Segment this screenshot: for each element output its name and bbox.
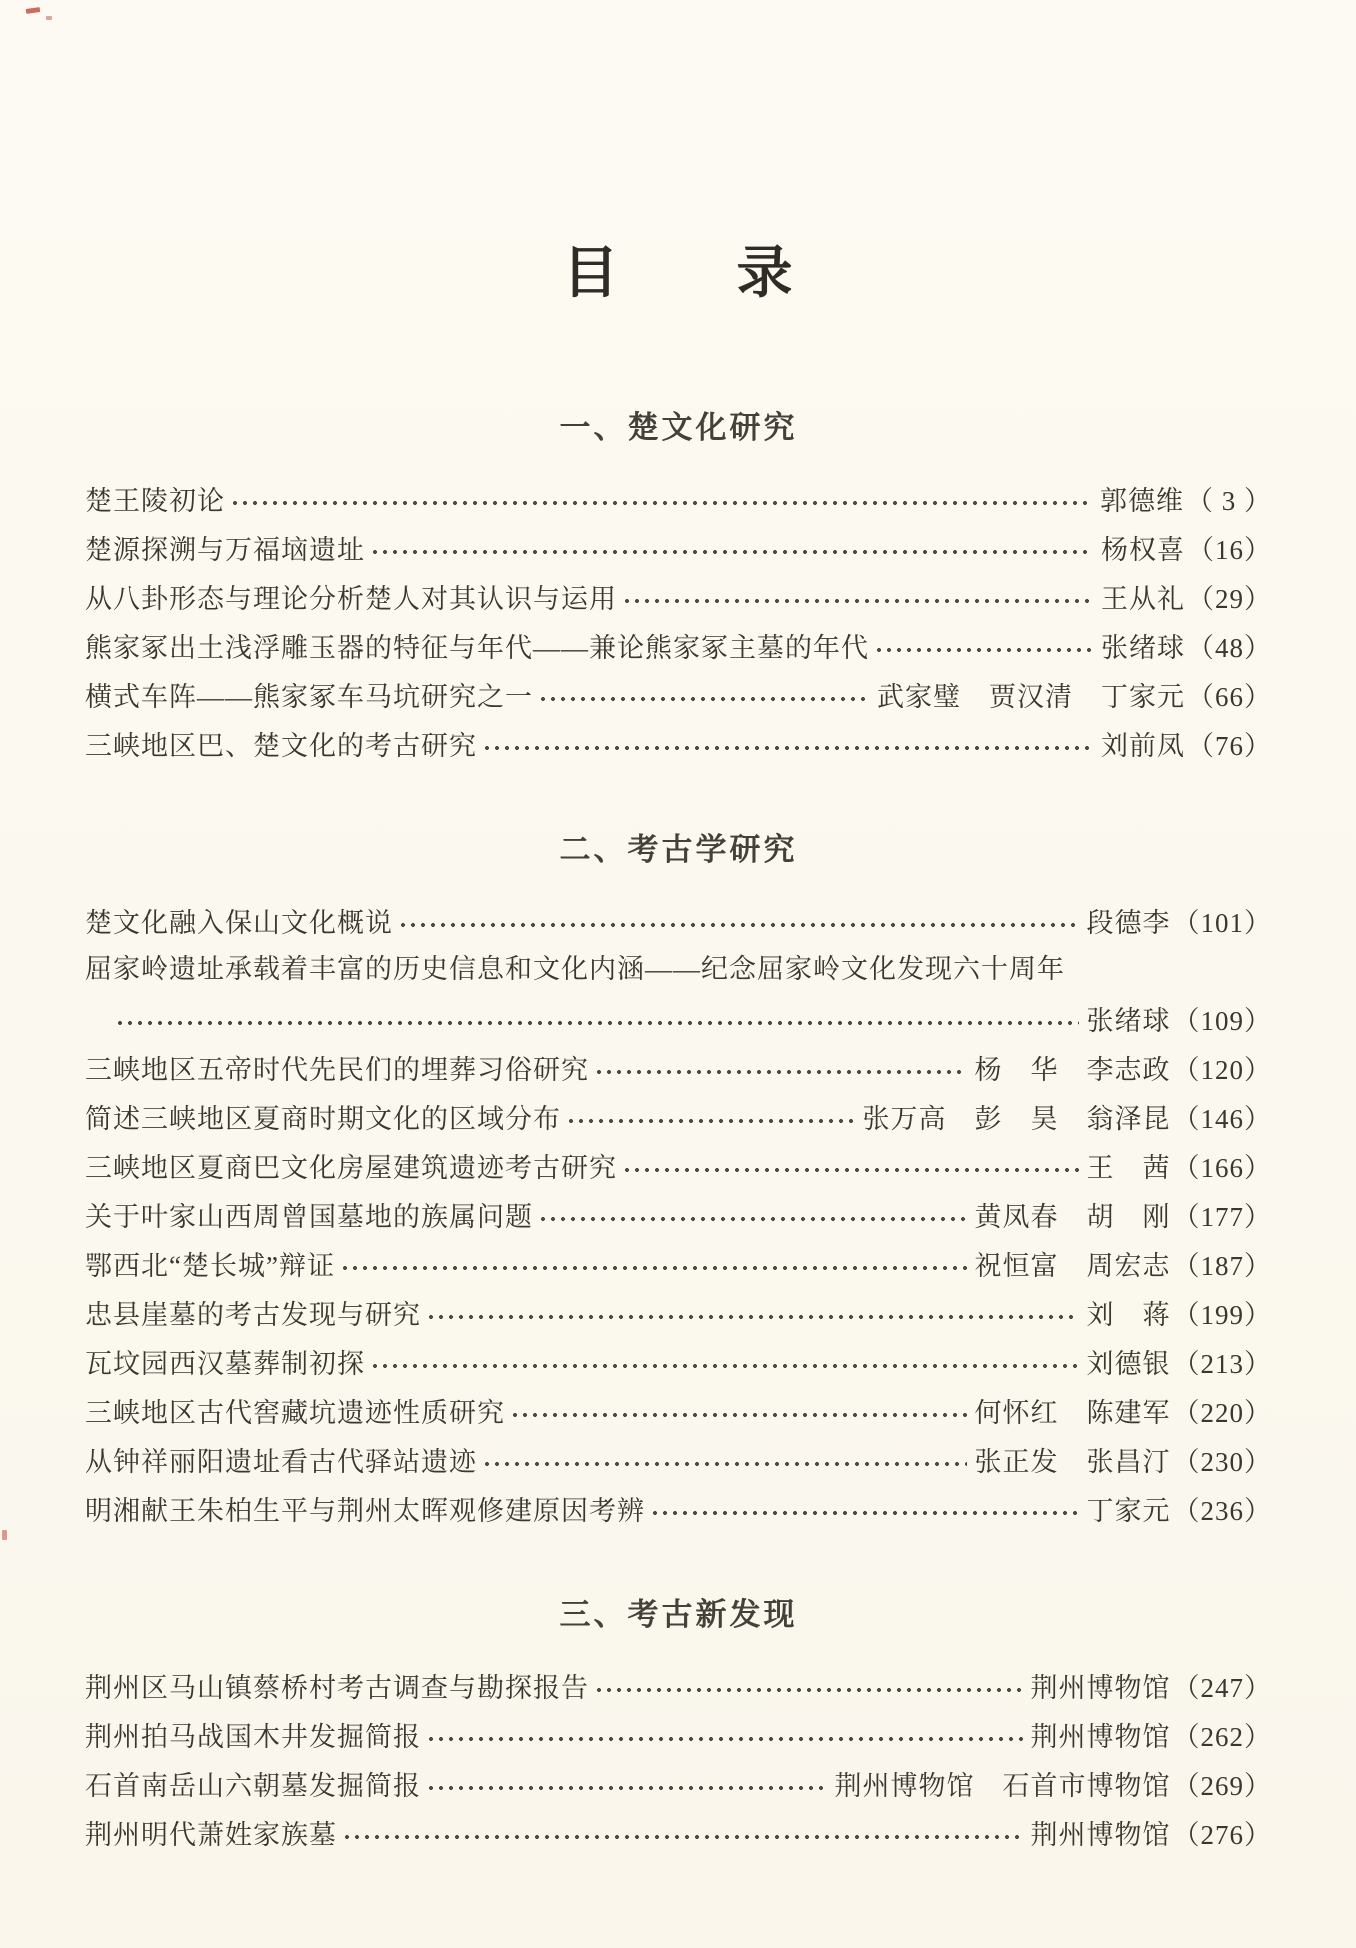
entry-title: 荆州区马山镇蔡桥村考古调查与勘探报告	[85, 1673, 589, 1703]
entry-title: 从钟祥丽阳遗址看古代驿站遗迹	[85, 1447, 477, 1477]
dot-leader	[650, 1484, 1079, 1533]
entry-page-number: （16）	[1187, 535, 1272, 565]
dot-leader	[370, 523, 1093, 572]
entry-title: 简述三峡地区夏商时期文化的区域分布	[85, 1104, 561, 1134]
toc-entry	[85, 1435, 1272, 1484]
entry-authors: 张正发 张昌汀	[974, 1447, 1171, 1477]
entry-authors: 荆州博物馆 石首市博物馆	[834, 1771, 1171, 1801]
entry-title: 瓦坟园西汉墓葬制初探	[85, 1349, 365, 1379]
entry-authors: 张万高 彭 昊 翁泽昆	[862, 1104, 1171, 1134]
entry-authors: 刘前凤	[1101, 731, 1185, 761]
section-heading: 一、楚文化研究	[559, 410, 798, 445]
entry-page-number: （101）	[1172, 908, 1272, 938]
entry-authors: 何怀红 陈建军	[974, 1398, 1171, 1428]
toc-section	[85, 768, 1272, 1533]
toc-entry	[85, 1092, 1272, 1141]
dot-leader	[340, 1239, 967, 1288]
toc-entry	[85, 719, 1272, 768]
toc-entry	[85, 1141, 1272, 1190]
entry-authors: 荆州博物馆	[1030, 1722, 1171, 1752]
toc-entry	[85, 1043, 1272, 1092]
entry-title: 楚王陵初论	[85, 486, 225, 516]
dot-leader	[482, 1435, 967, 1484]
entry-page-number: （187）	[1172, 1251, 1272, 1281]
entry-title: 忠县崖墓的考古发现与研究	[85, 1300, 421, 1330]
entry-page-number: （262）	[1172, 1722, 1272, 1752]
entry-title: 石首南岳山六朝墓发掘简报	[85, 1771, 421, 1801]
entry-page-number: （109）	[1172, 1006, 1272, 1036]
entry-title: 荆州拍马战国木井发掘简报	[85, 1722, 421, 1752]
dot-leader	[622, 1141, 1079, 1190]
dot-leader	[622, 572, 1093, 621]
toc-entry	[85, 1337, 1272, 1386]
dot-leader	[510, 1386, 967, 1435]
entry-authors: 王从礼	[1101, 584, 1185, 614]
entry-page-number: （120）	[1172, 1055, 1272, 1085]
dot-leader	[538, 1190, 967, 1239]
entry-title: 三峡地区古代窖藏坑遗迹性质研究	[85, 1398, 505, 1428]
entry-title: 鄂西北“楚长城”辩证	[85, 1251, 335, 1281]
section-entries	[85, 474, 1272, 768]
dot-leader	[594, 1661, 1023, 1710]
dot-leader	[115, 994, 1079, 1043]
entry-page-number: （213）	[1172, 1349, 1272, 1379]
entry-title: 屈家岭遗址承载着丰富的历史信息和文化内涵——纪念屈家岭文化发现六十周年	[85, 954, 1065, 984]
entry-page-number: （199）	[1172, 1300, 1272, 1330]
entry-title: 楚文化融入保山文化概说	[85, 908, 393, 938]
entry-authors: 荆州博物馆	[1030, 1820, 1171, 1850]
dot-leader	[230, 474, 1092, 523]
dot-leader	[426, 1288, 1079, 1337]
entry-authors: 荆州博物馆	[1030, 1673, 1171, 1703]
entry-page-number: （48）	[1187, 633, 1272, 663]
toc-entry	[85, 1386, 1272, 1435]
entry-authors: 杨 华 李志政	[974, 1055, 1171, 1085]
toc-entry	[85, 1484, 1272, 1533]
toc-entry	[85, 523, 1272, 572]
entry-authors: 段德李	[1086, 908, 1171, 938]
section-heading: 三、考古新发现	[559, 1597, 798, 1632]
toc-entry	[85, 1239, 1272, 1288]
entry-authors: 王 茜	[1086, 1153, 1171, 1183]
toc-entry	[85, 1288, 1272, 1337]
toc-entry	[85, 945, 1272, 1043]
toc-section	[85, 310, 1272, 768]
page-title: 目 录	[562, 243, 795, 305]
dot-leader	[426, 1759, 827, 1808]
section-heading: 二、考古学研究	[559, 832, 798, 867]
entry-page-number: （247）	[1172, 1673, 1272, 1703]
toc-entry	[85, 670, 1272, 719]
scan-artifact	[46, 16, 52, 20]
entry-page-number: （177）	[1172, 1202, 1272, 1232]
entry-title: 熊家冢出土浅浮雕玉器的特征与年代——兼论熊家冢主墓的年代	[85, 633, 869, 663]
entry-page-number: （236）	[1172, 1496, 1272, 1526]
entry-page-number: （66）	[1187, 682, 1272, 712]
entry-authors: 郭德维	[1100, 486, 1184, 516]
entry-title: 三峡地区巴、楚文化的考古研究	[85, 731, 477, 761]
entry-page-number: （166）	[1172, 1153, 1272, 1183]
dot-leader	[342, 1808, 1023, 1857]
entry-authors: 张绪球	[1086, 1006, 1171, 1036]
entry-authors: 刘德银	[1086, 1349, 1171, 1379]
dot-leader	[566, 1092, 855, 1141]
entry-authors: 丁家元	[1086, 1496, 1171, 1526]
dot-leader	[398, 896, 1079, 945]
toc-entry	[85, 474, 1272, 523]
toc-entry	[85, 572, 1272, 621]
dot-leader	[426, 1710, 1023, 1759]
entry-page-number: （220）	[1172, 1398, 1272, 1428]
entry-title: 明湘献王朱柏生平与荆州太晖观修建原因考辨	[85, 1496, 645, 1526]
entry-page-number: （230）	[1172, 1447, 1272, 1477]
entry-title: 三峡地区夏商巴文化房屋建筑遗迹考古研究	[85, 1153, 617, 1183]
entry-title: 横式车阵——熊家冢车马坑研究之一	[85, 682, 533, 712]
entry-page-number: （29）	[1187, 584, 1272, 614]
entry-authors: 刘 蒋	[1086, 1300, 1171, 1330]
entry-page-number: （276）	[1172, 1820, 1272, 1850]
section-entries	[85, 1661, 1272, 1857]
scan-artifact	[2, 1530, 7, 1540]
entry-authors: 祝恒富 周宏志	[974, 1251, 1171, 1281]
toc-entry	[85, 1661, 1272, 1710]
toc-entry	[85, 1710, 1272, 1759]
entry-title: 从八卦形态与理论分析楚人对其认识与运用	[85, 584, 617, 614]
entry-authors: 武家璧 贾汉清 丁家元	[877, 682, 1185, 712]
entry-page-number: （269）	[1172, 1771, 1272, 1801]
entry-authors: 黄凤春 胡 刚	[974, 1202, 1171, 1232]
dot-leader	[370, 1337, 1079, 1386]
entry-title: 三峡地区五帝时代先民们的埋葬习俗研究	[85, 1055, 589, 1085]
toc-entry	[85, 896, 1272, 945]
section-entries	[85, 896, 1272, 1533]
entry-authors: 杨权喜	[1101, 535, 1185, 565]
toc-section	[85, 1533, 1272, 1857]
entry-page-number: （76）	[1187, 731, 1272, 761]
entry-page-number: （ 3 ）	[1186, 486, 1272, 516]
dot-leader	[594, 1043, 967, 1092]
toc-entry	[85, 1190, 1272, 1239]
entry-page-number: （146）	[1172, 1104, 1272, 1134]
dot-leader	[538, 670, 869, 719]
entry-continuation-line	[85, 994, 1272, 1043]
entry-title: 楚源探溯与万福垴遗址	[85, 535, 365, 565]
entry-title: 关于叶家山西周曾国墓地的族属问题	[85, 1202, 533, 1232]
toc-entry	[85, 1808, 1272, 1857]
scan-artifact	[26, 7, 41, 14]
entry-title: 荆州明代萧姓家族墓	[85, 1820, 337, 1850]
dot-leader	[482, 719, 1093, 768]
entry-authors: 张绪球	[1101, 633, 1185, 663]
toc-entry	[85, 621, 1272, 670]
toc-entry	[85, 1759, 1272, 1808]
toc-sections	[85, 310, 1272, 1857]
dot-leader	[874, 621, 1093, 670]
